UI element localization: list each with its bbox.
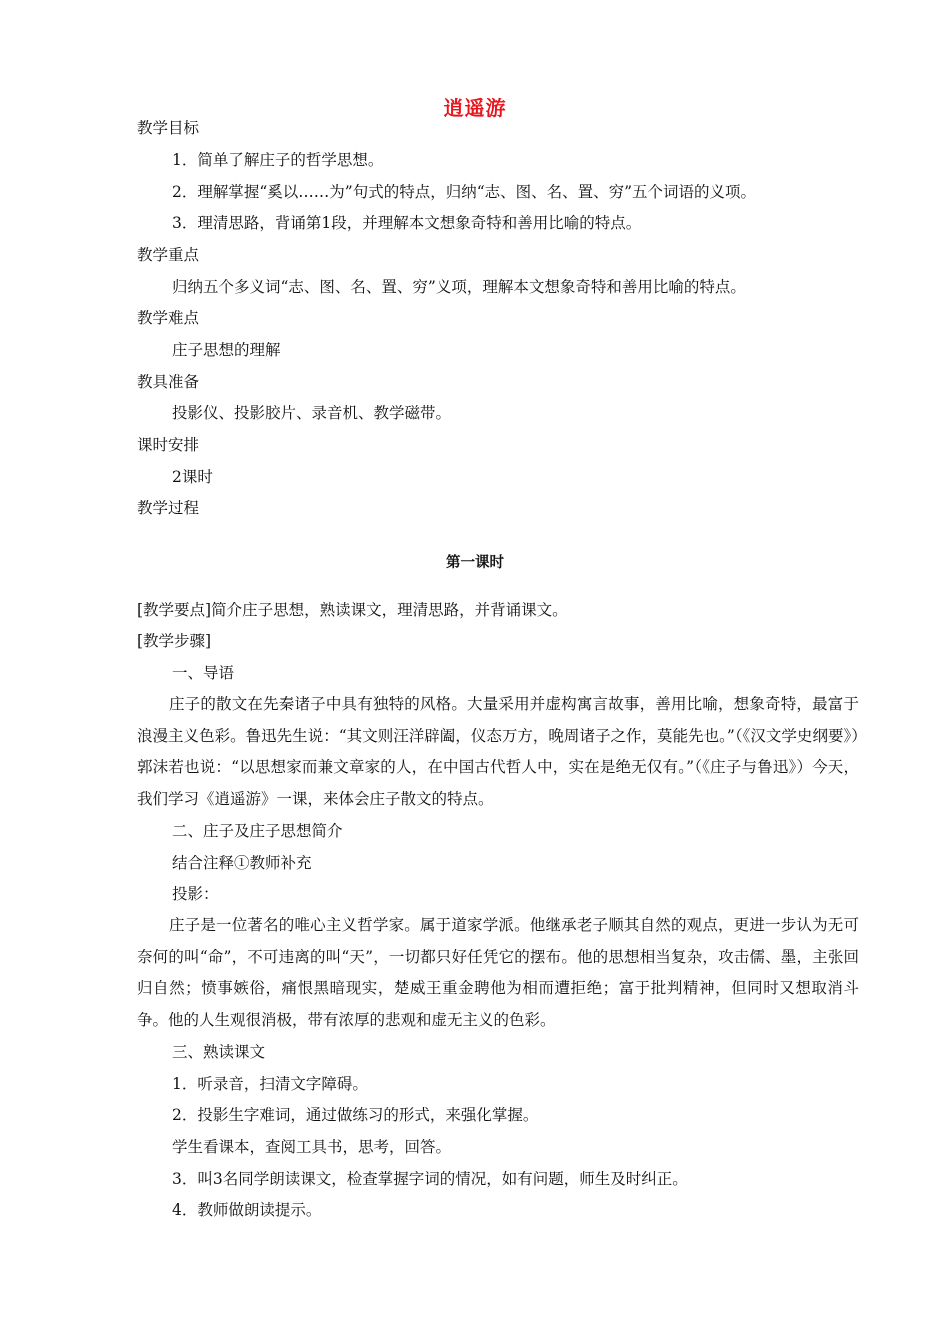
- step-2-heading: 二、庄子及庄子思想简介: [172, 822, 343, 840]
- heading-teaching-tools: 教具准备: [137, 373, 200, 391]
- heading-schedule: 课时安排: [137, 436, 200, 454]
- schedule-text: 2课时: [172, 468, 213, 486]
- step-1-paragraph: 庄子的散文在先秦诸子中具有独特的风格。大量采用并虚构寓言故事，善用比喻，想象奇特，最富于浪漫主义色彩。鲁迅先生说：“其文则汪洋辟阖，仪态万方，晚周诸子之作，莫能先也。”（《汉文学史纲要》）郭沫若也说：“以思想家而兼文章家的人，在中国古代哲人中，实在是绝无仅有。”（《庄子与鲁迅》）今天，我们学习《逍遥游》一课，来体会庄子散文的特点。: [137, 695, 859, 808]
- goal-item-2: 2．理解掌握“奚以……为”句式的特点，归纳“志、图、名、置、穷”五个词语的义项。: [172, 183, 757, 201]
- step-2-projection-label: 投影：: [172, 885, 219, 903]
- lesson-1-points: [教学要点]简介庄子思想，熟读课文，理清思路，并背诵课文。: [137, 601, 568, 619]
- step-3-heading: 三、熟读课文: [172, 1043, 266, 1061]
- step-2-paragraph: 庄子是一位著名的唯心主义哲学家。属于道家学派。他继承老子顺其自然的观点，更进一步认为无可奈何的叫“命”，不可违离的叫“天”，一切都只好任凭它的摆布。他的思想相当复杂，攻击儒、墨，主张回归自然；愤事嫉俗，痛恨黑暗现实，楚威王重金聘他为相而遭拒绝；富于批判精神，但同时又想取消斗争。他的人生观很消极，带有浓厚的悲观和虚无主义的色彩。: [137, 916, 859, 1029]
- step-3-item-1: 1．听录音，扫清文字障碍。: [172, 1075, 368, 1093]
- heading-key-points: 教学重点: [137, 246, 200, 264]
- lesson-1-heading: 第一课时: [446, 555, 504, 571]
- step-3-item-5: 4．教师做朗读提示。: [172, 1201, 322, 1219]
- step-1-heading: 一、导语: [172, 664, 235, 682]
- step-3-item-2: 2．投影生字难词，通过做练习的形式，来强化掌握。: [172, 1106, 539, 1124]
- step-3-item-3: 学生看课本，查阅工具书，思考，回答。: [172, 1138, 452, 1156]
- lesson-1-steps-label: [教学步骤]: [137, 632, 212, 650]
- heading-teaching-goals: 教学目标: [137, 119, 200, 137]
- heading-difficulties: 教学难点: [137, 309, 200, 327]
- heading-teaching-process: 教学过程: [137, 499, 200, 517]
- goal-item-3: 3．理清思路，背诵第1段，并理解本文想象奇特和善用比喻的特点。: [172, 214, 642, 232]
- step-3-item-4: 3．叫3名同学朗读课文，检查掌握字词的情况，如有问题，师生及时纠正。: [172, 1170, 688, 1188]
- document-title: 逍遥游: [443, 96, 507, 120]
- teaching-tools-text: 投影仪、投影胶片、录音机、教学磁带。: [172, 404, 452, 422]
- step-2-note: 结合注释①教师补充: [172, 854, 312, 872]
- goal-item-1: 1．简单了解庄子的哲学思想。: [172, 151, 384, 169]
- key-points-text: 归纳五个多义词“志、图、名、置、穷”义项，理解本文想象奇特和善用比喻的特点。: [172, 278, 746, 296]
- difficulties-text: 庄子思想的理解: [172, 341, 281, 359]
